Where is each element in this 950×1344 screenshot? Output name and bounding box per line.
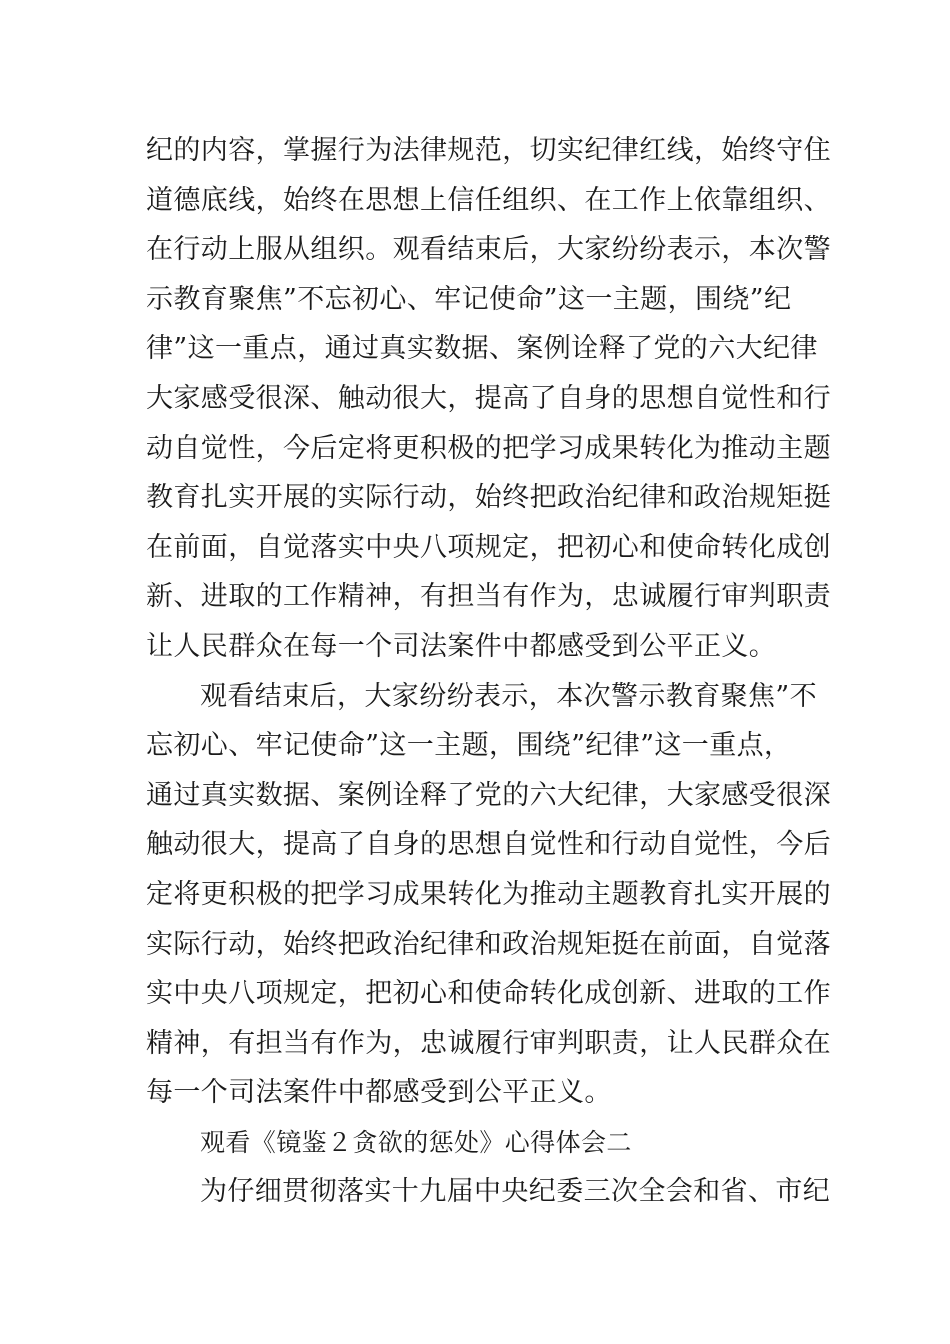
text-line: 精神，有担当有作为，忠诚履行审判职责，让人民群众在 — [146, 1027, 831, 1059]
section-heading: 观看《镜鉴２贪欲的惩处》心得体会二 — [200, 1127, 632, 1157]
paragraph-start-line: 观看结束后，大家纷纷表示，本次警示教育聚焦”不 — [200, 680, 818, 712]
text-line: 纪的内容，掌握行为法律规范，切实纪律红线，始终守住 — [146, 135, 831, 166]
text-line: 示教育聚焦”不忘初心、牢记使命”这一主题，围绕”纪 — [146, 283, 792, 315]
text-line: 实中央八项规定，把初心和使命转化成创新、进取的工作 — [146, 978, 831, 1010]
text-line: 通过真实数据、案例诠释了党的六大纪律，大家感受很深 — [146, 779, 831, 811]
text-line: 动自觉性，今后定将更积极的把学习成果转化为推动主题 — [146, 432, 831, 464]
text-line: 忘初心、牢记使命”这一主题，围绕”纪律”这一重点， — [146, 730, 792, 762]
text-line: 实际行动，始终把政治纪律和政治规矩挺在前面，自觉落 — [146, 928, 831, 960]
text-line: 大家感受很深、触动很大，提高了自身的思想自觉性和行 — [146, 382, 831, 414]
text-line: 每一个司法案件中都感受到公平正义。 — [146, 1077, 612, 1109]
text-line: 让人民群众在每一个司法案件中都感受到公平正义。 — [146, 630, 777, 662]
text-line: 在行动上服从组织。观看结束后，大家纷纷表示，本次警 — [146, 234, 831, 266]
text-line: 律”这一重点，通过真实数据、案例诠释了党的六大纪律 — [146, 333, 818, 365]
text-line: 在前面，自觉落实中央八项规定，把初心和使命转化成创 — [146, 531, 831, 563]
text-line: 定将更积极的把学习成果转化为推动主题教育扎实开展的 — [146, 878, 831, 910]
body-text — [146, 126, 831, 1217]
text-line: 触动很大，提高了自身的思想自觉性和行动自觉性，今后 — [146, 829, 831, 861]
text-line: 道德底线，始终在思想上信任组织、在工作上依靠组织、 — [146, 184, 831, 216]
text-line: 新、进取的工作精神，有担当有作为，忠诚履行审判职责 — [146, 581, 831, 613]
text-line: 教育扎实开展的实际行动，始终把政治纪律和政治规矩挺 — [146, 482, 831, 514]
paragraph-start-line: 为仔细贯彻落实十九届中央纪委三次全会和省、市纪 — [200, 1176, 831, 1208]
